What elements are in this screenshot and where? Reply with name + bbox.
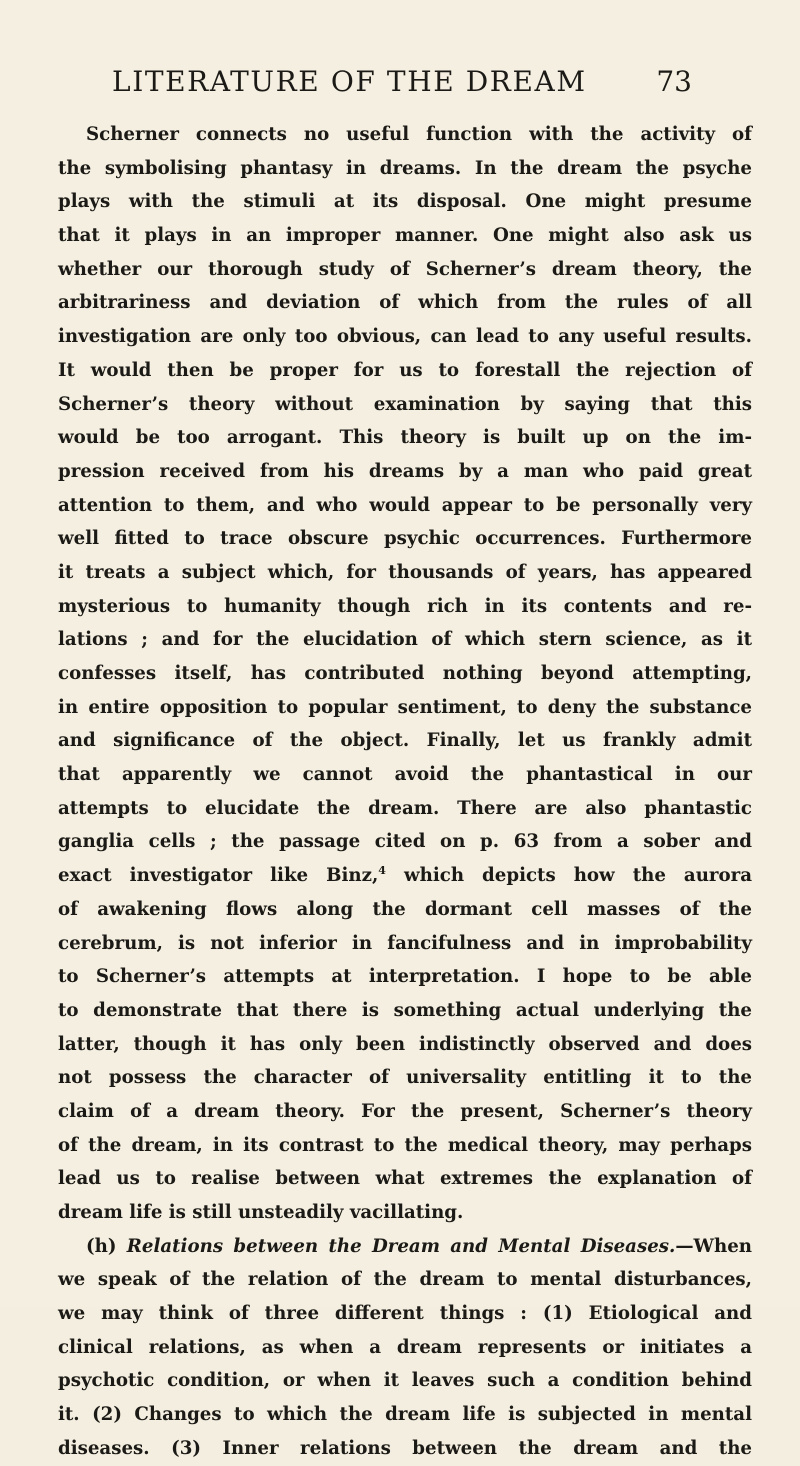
text-line: and significance of the object. Finally, let us frankly admit (58, 730, 752, 752)
running-head (112, 62, 692, 102)
text-line: attention to them, and who would appear to be personally very (58, 494, 752, 516)
page-number: 73 (656, 65, 692, 98)
text-line: that it plays in an improper manner. One might also ask us (58, 225, 752, 247)
text-line: not possess the character of universality entitling it to the (58, 1067, 752, 1089)
text-line: it. (2) Changes to which the dream life is subjected in mental (58, 1404, 752, 1426)
text-line: psychotic condition, or when it leaves such a condition behind (58, 1370, 752, 1392)
text-line: to Scherner’s attempts at interpretation. I hope to be able (58, 966, 752, 988)
text-line: of awakening flows along the dormant cell masses of the (58, 898, 752, 920)
text-line: the symbolising phantasy in dreams. In the dream the psyche (58, 157, 752, 179)
text-line: claim of a dream theory. For the present, Scherner’s theory (58, 1100, 752, 1122)
text-line-with-footnote (58, 859, 752, 893)
section-lead: —When (675, 1235, 752, 1257)
text-segment: which depicts how the aurora (403, 865, 753, 887)
text-line: investigation are only too obvious, can lead to any useful results. (58, 326, 752, 348)
text-line: It would then be proper for us to forestall the rejection of (58, 359, 752, 381)
text-line: it treats a subject which, for thousands of years, has appeared (58, 561, 752, 583)
text-line: attempts to elucidate the dream. There are also phantastic (58, 797, 752, 819)
text-line: lations ; and for the elucidation of which stern science, as it (58, 629, 752, 651)
section-heading-line (58, 1230, 752, 1264)
text-line: we speak of the relation of the dream to mental disturbances, (58, 1269, 752, 1291)
text-line: in entire opposition to popular sentiment, to deny the substance (58, 696, 752, 718)
text-line: clinical relations, as when a dream represents or initiates a (58, 1336, 752, 1358)
body-text (58, 118, 752, 1466)
text-segment: exact investigator like Binz, (58, 865, 379, 887)
text-line: we may think of three different things : (1) Etiological and (58, 1303, 752, 1325)
text-line: well fitted to trace obscure psychic occurrences. Furthermore (58, 528, 752, 550)
text-line: of the dream, in its contrast to the medical theory, may perhaps (58, 1134, 752, 1156)
text-line: to demonstrate that there is something actual underlying the (58, 999, 752, 1021)
text-line: mysterious to humanity though rich in its contents and re- (58, 595, 752, 617)
text-line: whether our thorough study of Scherner’s dream theory, the (58, 258, 752, 280)
text-line: arbitrariness and deviation of which from the rules of all (58, 292, 752, 314)
text-line: latter, though it has only been indistinctly observed and does (58, 1033, 752, 1055)
text-line: cerebrum, is not inferior in fancifulness and in improbability (58, 932, 752, 954)
text-line: Scherner connects no useful function with the activity of (86, 124, 752, 145)
running-head-title: LITERATURE OF THE DREAM (112, 65, 587, 98)
footnote-reference: 4 (378, 864, 386, 878)
text-line: pression received from his dreams by a man who paid great (58, 460, 752, 482)
section-marker: (h) (86, 1235, 117, 1257)
text-line: Scherner’s theory without examination by saying that this (58, 393, 752, 415)
text-line: confesses itself, has contributed nothing beyond attempting, (58, 663, 752, 684)
text-line: plays with the stimuli at its disposal. One might presume (58, 191, 752, 213)
text-line: lead us to realise between what extremes the explanation of (58, 1168, 752, 1190)
section-heading: Relations between the Dream and Mental Diseases. (126, 1235, 676, 1257)
text-line: diseases. (3) Inner relations between the dream and the (58, 1437, 752, 1459)
text-line: would be too arrogant. This theory is built up on the im- (58, 427, 752, 449)
text-line: dream life is still unsteadily vacillating. (58, 1202, 464, 1223)
text-line: that apparently we cannot avoid the phantastical in our (58, 764, 752, 786)
text-line: ganglia cells ; the passage cited on p. 63 from a sober and (58, 831, 752, 853)
